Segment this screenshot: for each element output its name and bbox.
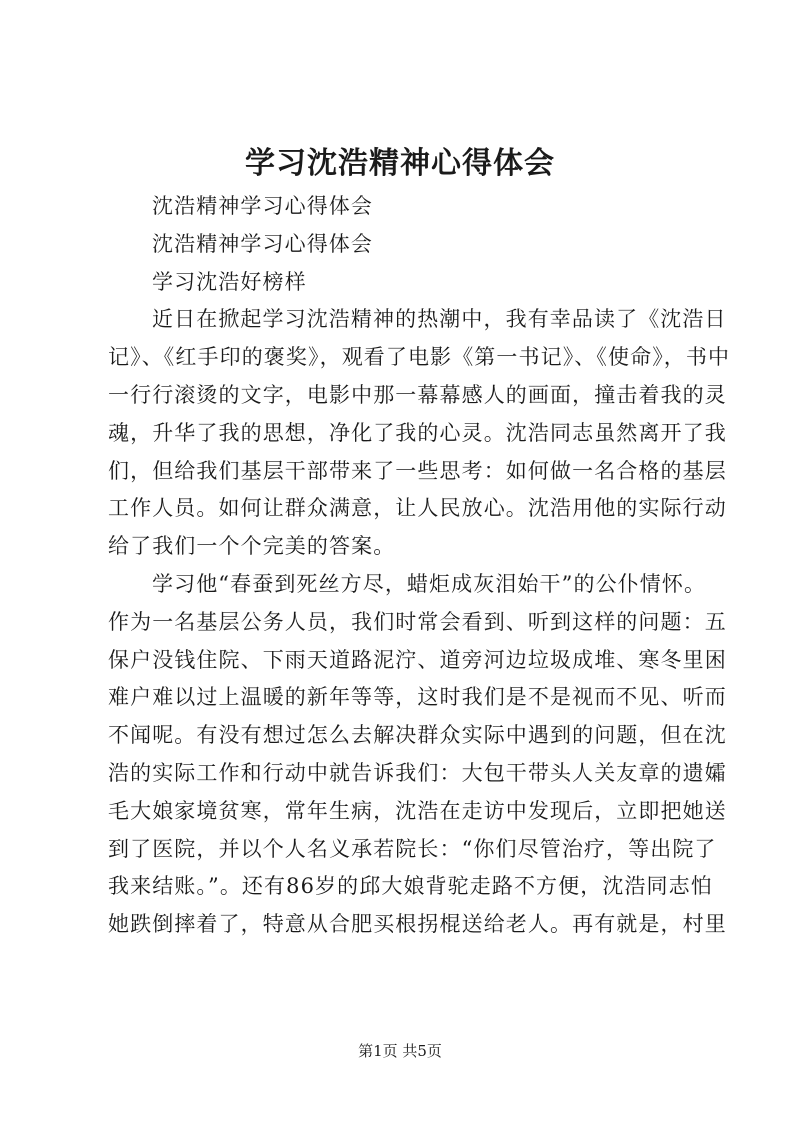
text-line: 沈浩精神学习心得体会 xyxy=(152,194,373,218)
text-line: 给了我们一个个完美的答案。 xyxy=(108,534,396,559)
document-body xyxy=(108,188,731,944)
text-line: 学习沈浩好榜样 xyxy=(152,269,307,294)
text-line: 魂，升华了我的思想，净化了我的心灵。沈浩同志虽然离开了我 xyxy=(108,420,727,445)
page-footer: 第1页 共5页 xyxy=(358,1042,442,1060)
text-line: 我来结账。”。还有86岁的邱大娘背驼走路不方便，沈浩同志怕 xyxy=(108,874,713,899)
text-line: 难户难以过上温暖的新年等等，这时我们是不是视而不见、听而 xyxy=(108,685,727,710)
text-line: 不闻呢。有没有想过怎么去解决群众实际中遇到的问题，但在沈 xyxy=(108,723,727,748)
text-line: 一行行滚烫的文字，电影中那一幕幕感人的画面，撞击着我的灵 xyxy=(108,382,727,407)
text-line: 她跌倒摔着了，特意从合肥买根拐棍送给老人。再有就是，村里 xyxy=(108,912,727,937)
text-line: 作为一名基层公务人员，我们时常会看到、听到这样的问题：五 xyxy=(108,609,727,634)
document-title: 学习沈浩精神心得体会 xyxy=(245,146,555,181)
text-line: 们，但给我们基层干部带来了一些思考：如何做一名合格的基层 xyxy=(108,458,727,483)
text-line: 记》、《红手印的褒奖》，观看了电影《第一书记》、《使命》，书中 xyxy=(108,345,731,370)
text-line: 近日在掀起学习沈浩精神的热潮中，我有幸品读了《沈浩日 xyxy=(152,307,727,332)
text-line: 浩的实际工作和行动中就告诉我们：大包干带头人关友章的遗孀 xyxy=(108,760,727,785)
text-line: 毛大娘家境贫寒，常年生病，沈浩在走访中发现后，立即把她送 xyxy=(108,798,727,823)
text-line: 保户没钱住院、下雨天道路泥泞、道旁河边垃圾成堆、寒冬里困 xyxy=(108,647,727,672)
text-line: 到了医院，并以个人名义承若院长：“你们尽管治疗，等出院了 xyxy=(108,836,717,861)
text-line: 工作人员。如何让群众满意，让人民放心。沈浩用他的实际行动 xyxy=(108,496,727,521)
text-line: 学习他“春蚕到死丝方尽，蜡炬成灰泪始干”的公仆情怀。 xyxy=(152,571,707,596)
text-line: 沈浩精神学习心得体会 xyxy=(152,231,373,256)
